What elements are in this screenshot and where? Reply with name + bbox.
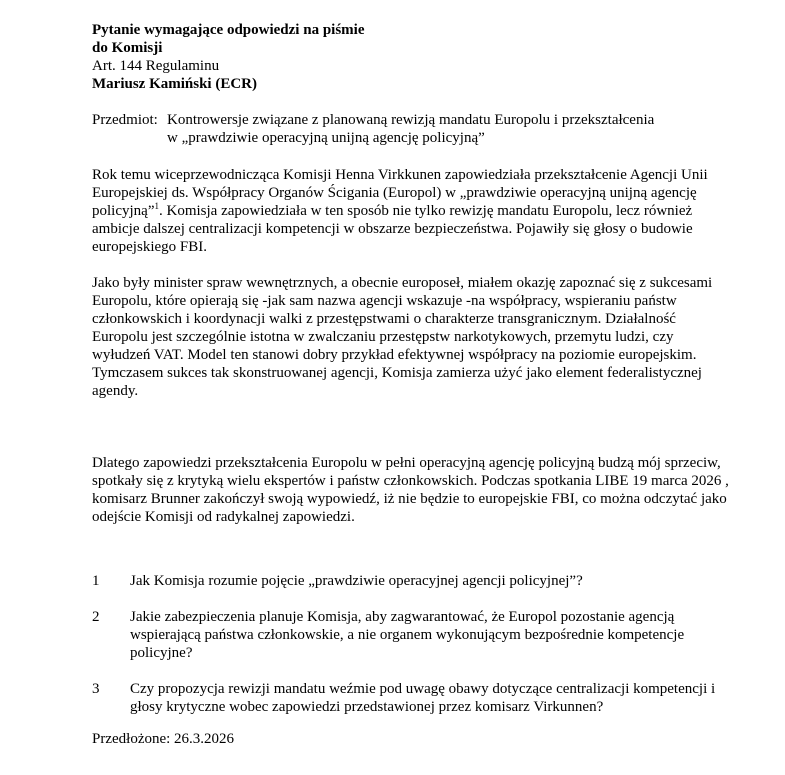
question-2: [92, 608, 732, 662]
paragraph-3: Dlatego zapowiedzi przekształcenia Europolu w pełni operacyjną agencję policyjną budzą mój sprzeciw, spotkały się z krytyką wielu ekspertów i państw członkowskich. Podczas spotkania LIBE 19 marca 2026 , komisarz Brunner zakończył swoją wypowiedź, iż nie będzie to europejskie FBI, co można odczytać jako odejście Komisji od radykalnej zapowiedzi.: [92, 455, 729, 525]
question-3-text: Czy propozycja rewizji mandatu weźmie pod uwagę obawy dotyczące centralizacji kompetencji i głosy krytyczne wobec zapowiedzi przedstawionej przez komisarz Virkunnen?: [130, 681, 716, 715]
paragraph-1-part-b: . Komisja zapowiedziała w ten sposób nie tylko rewizję mandatu Europolu, lecz również ambicje dalszej centralizacji kompetencji w obszarze bezpieczeństwa. Pojawiły się głosy o budowie europejskiego FBI.: [92, 203, 693, 255]
question-2-number: 2: [92, 609, 100, 625]
paragraph-2: Jako były minister spraw wewnętrznych, a obecnie europoseł, miałem okazję zapoznać się z sukcesami Europolu, które opierają się -jak sam nazwa agencji wskazuje -na współpracy, wspieraniu państw członkowskich i koordynacji walki z przestępstwami o charakterze transgranicznym. Działalność Europolu jest szczególnie istotna w zwalczaniu przestępstw narkotykowych, przemytu ludzi, czy wyłudzeń VAT. Model ten stanowi dobry przykład efektywnej współpracy na poziomie europejskim. Tymczasem sukces tak skonstruowanej agencji, Komisja zamierza użyć jako element federalistycznej agendy.: [92, 275, 713, 399]
document: [92, 21, 732, 748]
subject-text: [167, 111, 732, 147]
footnote-marker: 1: [154, 201, 159, 211]
question-1-number: 1: [92, 573, 100, 589]
paragraph-1-part-a: Rok temu wiceprzewodnicząca Komisji Henna Virkkunen zapowiedziała przekształcenie Agencji Unii Europejskiej ds. Współpracy Organów Ścigania (Europol) w „prawdziwie operacyjną unijną agencję policyjną”: [92, 167, 708, 219]
question-3-number: 3: [92, 681, 100, 697]
question-1: [92, 572, 732, 590]
subject-line-1: Kontrowersje związane z planowaną rewizją mandatu Europolu i przekształcenia: [167, 112, 655, 128]
subject-label: Przedmiot:: [92, 112, 158, 128]
rule-reference: Art. 144 Regulaminu: [92, 58, 220, 74]
submission-date: Przedłożone: 26.3.2026: [92, 731, 235, 747]
addressee-heading: do Komisji: [92, 40, 163, 56]
subject-line-2: w „prawdziwie operacyjną unijną agencję policyjną”: [167, 130, 485, 146]
question-2-text: Jakie zabezpieczenia planuje Komisja, aby zagwarantować, że Europol pozostanie agencją wspierającą państwa członkowskie, a nie organem wykonującym bezpośrednie kompetencje policyjne?: [130, 609, 685, 661]
question-type-heading: Pytanie wymagające odpowiedzi na piśmie: [92, 22, 365, 38]
question-1-text: Jak Komisja rozumie pojęcie „prawdziwie operacyjnej agencji policyjnej”?: [130, 573, 583, 589]
author-name: Mariusz Kamiński (ECR): [92, 76, 257, 92]
question-3: [92, 680, 732, 716]
paragraph-1: [92, 166, 732, 256]
subject-block: [92, 111, 732, 147]
